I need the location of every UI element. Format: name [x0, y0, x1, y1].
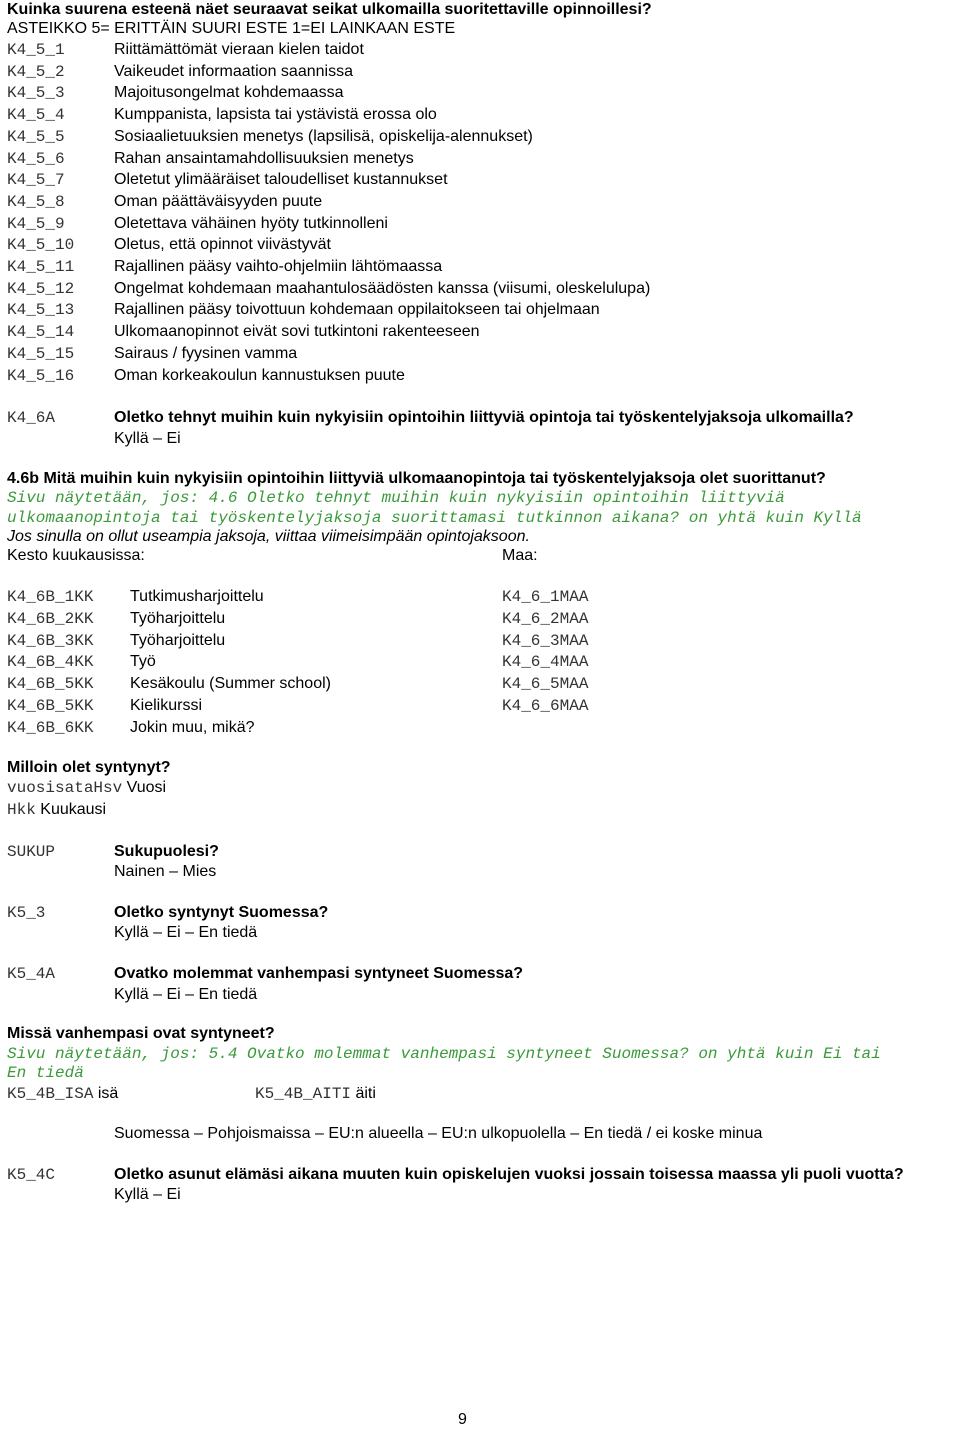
k45-item-code: K4_5_3: [7, 84, 65, 102]
birth-month-code: Hkk: [7, 801, 36, 819]
country-label: Maa:: [502, 547, 538, 564]
k46b-row-country-code: K4_6_4MAA: [502, 653, 589, 671]
k46a-question: Oletko tehnyt muihin kuin nykyisiin opintoihin liittyviä opintoja tai työskentelyjaksoja ulkomailla?: [114, 409, 854, 426]
page-number: 9: [458, 1411, 467, 1428]
k46b-row-code: K4_6B_5KK: [7, 697, 94, 715]
k45-item-code: K4_5_14: [7, 323, 75, 341]
k45-item-code: K4_5_6: [7, 150, 65, 168]
k45-item-code: K4_5_13: [7, 301, 75, 319]
k46b-row-code: K4_6B_3KK: [7, 632, 94, 650]
k53-code: K5_3: [7, 904, 46, 922]
k46b-row-code: K4_6B_4KK: [7, 653, 94, 671]
k45-item-label: Riittämättömät vieraan kielen taidot: [114, 41, 364, 58]
k45-item-code: K4_5_1: [7, 41, 65, 59]
k46b-row-label: Työharjoittelu: [130, 632, 226, 649]
k45-item-label: Ulkomaanopinnot eivät sovi tutkintoni rakenteeseen: [114, 323, 480, 340]
k45-item-label: Oletus, että opinnot viivästyvät: [114, 236, 331, 253]
k46b-row-label: Kesäkoulu (Summer school): [130, 675, 331, 692]
birth-year-line: [7, 778, 166, 798]
birth-month-label: Kuukausi: [40, 801, 107, 818]
k46a-code: K4_6A: [7, 409, 56, 427]
k46b-question: 4.6b Mitä muihin kuin nykyisiin opintoihin liittyviä ulkomaanopintoja tai työskentelyjaksoja olet suorittanut?: [7, 470, 826, 487]
k46b-row-label: Jokin muu, mikä?: [130, 719, 255, 736]
k45-item-code: K4_5_7: [7, 171, 65, 189]
k45-item-code: K4_5_9: [7, 215, 65, 233]
k45-item-label: Rahan ansaintamahdollisuuksien menetys: [114, 150, 414, 167]
k45-item-label: Sosiaalietuuksien menetys (lapsilisä, opiskelija-alennukset): [114, 128, 533, 145]
sukup-options: Nainen – Mies: [114, 863, 217, 880]
k54c-question: Oletko asunut elämäsi aikana muuten kuin opiskelujen vuoksi jossain toisessa maassa yli puoli vuotta?: [114, 1166, 904, 1183]
k45-item-code: K4_5_4: [7, 106, 65, 124]
k54b-isa-label: isä: [97, 1085, 119, 1102]
k46b-row-code: K4_6B_2KK: [7, 610, 94, 628]
k45-item-code: K4_5_2: [7, 63, 65, 81]
k45-item-label: Sairaus / fyysinen vamma: [114, 345, 298, 362]
k53-options: Kyllä – Ei – En tiedä: [114, 924, 258, 941]
k46b-condition-line1: Sivu näytetään, jos: 4.6 Oletko tehnyt muihin kuin nykyisiin opintoihin liittyviä: [7, 489, 785, 507]
k54b-aiti-line: [255, 1084, 376, 1104]
k45-item-label: Oman päättäväisyyden puute: [114, 193, 323, 210]
k45-item-label: Majoitusongelmat kohdemaassa: [114, 84, 344, 101]
k46b-row-code: K4_6B_5KK: [7, 675, 94, 693]
k54a-code: K5_4A: [7, 965, 56, 983]
k45-item-label: Ongelmat kohdemaan maahantulosäädösten kanssa (viisumi, oleskelulupa): [114, 280, 651, 297]
k54b-condition-line1: Sivu näytetään, jos: 5.4 Ovatko molemmat vanhempasi syntyneet Suomessa? on yhtä kuin Ei tai: [7, 1045, 881, 1063]
birth-question: Milloin olet syntynyt?: [7, 759, 171, 776]
k45-item-label: Oletetut ylimääräiset taloudelliset kustannukset: [114, 171, 448, 188]
page-question: Kuinka suurena esteenä näet seuraavat seikat ulkomailla suoritettaville opinnoillesi?: [7, 1, 652, 18]
k54b-aiti-label: äiti: [355, 1085, 376, 1102]
k46b-row-country-code: K4_6_6MAA: [502, 697, 589, 715]
k54a-options: Kyllä – Ei – En tiedä: [114, 986, 258, 1003]
birth-year-code: vuosisataHsv: [7, 779, 123, 797]
k45-item-code: K4_5_12: [7, 280, 75, 298]
k46b-row-label: Kielikurssi: [130, 697, 203, 714]
birth-year-label: Vuosi: [126, 779, 167, 796]
k45-item-code: K4_5_16: [7, 367, 75, 385]
k53-question: Oletko syntynyt Suomessa?: [114, 904, 329, 921]
k45-item-label: Oman korkeakoulun kannustuksen puute: [114, 367, 405, 384]
k45-item-code: K4_5_15: [7, 345, 75, 363]
k54c-options: Kyllä – Ei: [114, 1186, 181, 1203]
k46b-row-country-code: K4_6_2MAA: [502, 610, 589, 628]
k54c-code: K5_4C: [7, 1166, 56, 1184]
k54b-isa-line: [7, 1084, 118, 1104]
k46b-row-country-code: K4_6_3MAA: [502, 632, 589, 650]
k46a-options: Kyllä – Ei: [114, 430, 181, 447]
k54b-isa-code: K5_4B_ISA: [7, 1085, 94, 1103]
k54a-question: Ovatko molemmat vanhempasi syntyneet Suomessa?: [114, 965, 524, 982]
k45-item-label: Rajallinen pääsy vaihto-ohjelmiin lähtömaassa: [114, 258, 443, 275]
sukup-code: SUKUP: [7, 843, 56, 861]
k45-item-code: K4_5_5: [7, 128, 65, 146]
k45-item-label: Vaikeudet informaation saannissa: [114, 63, 353, 80]
sukup-question: Sukupuolesi?: [114, 843, 219, 860]
k46b-condition-line2: ulkomaanopintoja tai työskentelyjaksoja suorittamasi tutkinnon aikana? on yhtä kuin Kyllä: [7, 509, 862, 527]
k46b-row-country-code: K4_6_1MAA: [502, 588, 589, 606]
birth-month-line: [7, 800, 106, 820]
k46b-row-code: K4_6B_6KK: [7, 719, 94, 737]
k45-item-label: Oletettava vähäinen hyöty tutkinnolleni: [114, 215, 388, 232]
k54b-condition-line2: En tiedä: [7, 1064, 84, 1082]
k46b-row-label: Työharjoittelu: [130, 610, 226, 627]
scale-description: ASTEIKKO 5= ERITTÄIN SUURI ESTE 1=EI LAINKAAN ESTE: [7, 20, 456, 37]
k46b-instruction: Jos sinulla on ollut useampia jaksoja, viittaa viimeisimpään opintojaksoon.: [7, 528, 530, 545]
k45-item-code: K4_5_8: [7, 193, 65, 211]
k45-item-label: Kumppanista, lapsista tai ystävistä erossa olo: [114, 106, 437, 123]
k54b-question: Missä vanhempasi ovat syntyneet?: [7, 1025, 275, 1042]
k46b-row-code: K4_6B_1KK: [7, 588, 94, 606]
duration-label: Kesto kuukausissa:: [7, 547, 145, 564]
k45-item-label: Rajallinen pääsy toivottuun kohdemaan oppilaitokseen tai ohjelmaan: [114, 301, 600, 318]
k54b-options: Suomessa – Pohjoismaissa – EU:n alueella – EU:n ulkopuolella – En tiedä / ei koske minua: [114, 1125, 763, 1142]
k54b-aiti-code: K5_4B_AITI: [255, 1085, 352, 1103]
k45-item-code: K4_5_10: [7, 236, 75, 254]
k45-item-code: K4_5_11: [7, 258, 75, 276]
k46b-row-country-code: K4_6_5MAA: [502, 675, 589, 693]
k46b-row-label: Tutkimusharjoittelu: [130, 588, 264, 605]
k46b-row-label: Työ: [130, 653, 156, 670]
